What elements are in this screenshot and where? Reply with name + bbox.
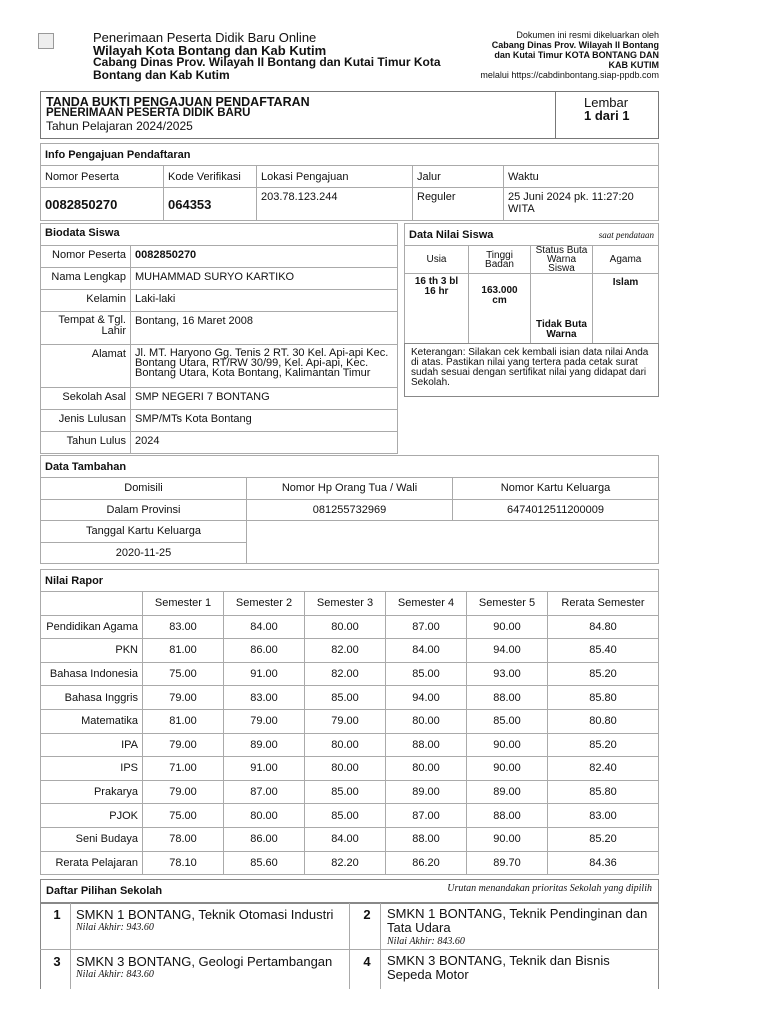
- pilihan-item: [76, 954, 346, 980]
- tambahan-header-kk: Nomor Kartu Keluarga: [453, 478, 659, 500]
- rapor-subject: PJOK: [41, 804, 143, 828]
- info-header: Jalur: [413, 166, 504, 188]
- keterangan-box: Keterangan: Silakan cek kembali isian data nilai Anda di atas. Pastikan nilai yang tertera pada cetak surat sudah sesuai dengan sertifikat nilai yang didapat dari Sekolah.: [404, 343, 659, 397]
- tambahan-tgl-kk: 2020-11-25: [41, 542, 247, 564]
- nilai-usia: 16 th 3 bl 16 hr: [405, 274, 469, 344]
- rapor-value: 82.00: [305, 662, 386, 686]
- document-subtitle: PENERIMAAN PESERTA DIDIK BARU: [46, 107, 251, 119]
- rapor-row: [41, 851, 659, 875]
- info-table: [40, 143, 659, 221]
- divider: [349, 903, 350, 989]
- data-nilai-note: saat pendataan: [593, 224, 659, 246]
- rapor-subject: Matematika: [41, 709, 143, 733]
- tambahan-header-tgl-kk: Tanggal Kartu Keluarga: [41, 521, 247, 543]
- header-right-line2: Cabang Dinas Prov. Wilayah II Bontang dan Kutai Timur KOTA BONTANG DAN KAB KUTIM: [491, 40, 659, 70]
- info-header: Nomor Peserta: [41, 166, 164, 188]
- pilihan-note: Urutan menandakan prioritas Sekolah yang dipilih: [447, 883, 652, 894]
- rapor-value: 88.00: [386, 827, 467, 851]
- rapor-value: 85.20: [548, 733, 659, 757]
- rapor-value: 90.00: [467, 757, 548, 781]
- data-nilai-table: [404, 223, 659, 344]
- rapor-value: 81.00: [143, 709, 224, 733]
- rapor-value: 81.00: [143, 639, 224, 663]
- rapor-subject: Bahasa Indonesia: [41, 662, 143, 686]
- rapor-row: [41, 686, 659, 710]
- rapor-value: 83.00: [143, 615, 224, 639]
- rapor-value: 88.00: [386, 733, 467, 757]
- rapor-value: 85.00: [467, 709, 548, 733]
- rapor-row: [41, 780, 659, 804]
- rapor-value: 84.00: [305, 827, 386, 851]
- rapor-header: Rerata Semester: [548, 592, 659, 616]
- pilihan-num: 4: [363, 954, 371, 969]
- rapor-title: Nilai Rapor: [41, 570, 659, 592]
- logo-image: [38, 33, 54, 49]
- rapor-row: [41, 709, 659, 733]
- rapor-value: 85.60: [224, 851, 305, 875]
- rapor-row: [41, 662, 659, 686]
- rapor-value: 90.00: [467, 615, 548, 639]
- header-line2: Wilayah Kota Bontang dan Kab Kutim: [93, 43, 327, 58]
- info-header: Kode Verifikasi: [164, 166, 257, 188]
- biodata-table: [40, 223, 398, 454]
- rapor-header-blank: [41, 592, 143, 616]
- rapor-value: 80.80: [548, 709, 659, 733]
- bio-value: 0082850270: [131, 246, 398, 268]
- rapor-value: 83.00: [548, 804, 659, 828]
- bio-label: Kelamin: [41, 290, 131, 312]
- nilai-rapor-table: [40, 569, 659, 875]
- rapor-value: 94.00: [467, 639, 548, 663]
- rapor-value: 85.00: [386, 662, 467, 686]
- sheet-value: 1 dari 1: [584, 108, 630, 123]
- divider: [40, 949, 659, 950]
- nilai-agama: Islam: [593, 274, 659, 344]
- rapor-value: 84.36: [548, 851, 659, 875]
- info-nomor-peserta: 0082850270: [41, 188, 164, 221]
- bio-label: Sekolah Asal: [41, 388, 131, 410]
- rapor-value: 80.00: [305, 757, 386, 781]
- info-header: Waktu: [504, 166, 659, 188]
- rapor-subject: PKN: [41, 639, 143, 663]
- rapor-value: 82.00: [305, 639, 386, 663]
- tambahan-hp: 081255732969: [247, 499, 453, 521]
- rapor-row: [41, 757, 659, 781]
- rapor-value: 75.00: [143, 804, 224, 828]
- biodata-title: Biodata Siswa: [41, 224, 398, 246]
- bio-value: Bontang, 16 Maret 2008: [131, 312, 398, 345]
- bio-value: MUHAMMAD SURYO KARTIKO: [131, 268, 398, 290]
- rapor-value: 84.00: [386, 639, 467, 663]
- rapor-value: 87.00: [386, 615, 467, 639]
- header-right: [479, 30, 659, 80]
- rapor-subject: Seni Budaya: [41, 827, 143, 851]
- tambahan-header-hp: Nomor Hp Orang Tua / Wali: [247, 478, 453, 500]
- rapor-value: 88.00: [467, 804, 548, 828]
- rapor-header: Semester 2: [224, 592, 305, 616]
- data-nilai-title: Data Nilai Siswa: [405, 224, 593, 246]
- rapor-value: 75.00: [143, 662, 224, 686]
- rapor-value: 79.00: [305, 709, 386, 733]
- rapor-value: 80.00: [224, 804, 305, 828]
- header-right-line3: melalui https://cabdinbontang.siap-ppdb.com: [480, 70, 659, 80]
- rapor-value: 79.00: [143, 733, 224, 757]
- rapor-row: [41, 827, 659, 851]
- pilihan-num: 1: [53, 907, 61, 922]
- rapor-value: 78.10: [143, 851, 224, 875]
- rapor-value: 93.00: [467, 662, 548, 686]
- rapor-value: 85.20: [548, 662, 659, 686]
- rapor-value: 85.20: [548, 827, 659, 851]
- tambahan-empty: [247, 521, 659, 564]
- rapor-value: 85.40: [548, 639, 659, 663]
- sheet-label: Lembar: [584, 95, 629, 110]
- tambahan-domisili: Dalam Provinsi: [41, 499, 247, 521]
- bio-label: Alamat: [41, 345, 131, 388]
- rapor-row: [41, 733, 659, 757]
- pilihan-num: 2: [363, 907, 371, 922]
- info-lokasi: 203.78.123.244: [257, 188, 413, 221]
- rapor-value: 79.00: [143, 686, 224, 710]
- rapor-value: 89.00: [386, 780, 467, 804]
- rapor-value: 84.00: [224, 615, 305, 639]
- bio-value: Jl. MT. Haryono Gg. Tenis 2 RT. 30 Kel. Api-api Kec. Bontang Utara, RT/RW 30/99, Kel. Api-api, Kec. Bontang Utara, Kota Bontang, Kalimantan Timur: [131, 345, 398, 388]
- rapor-subject: Rerata Pelajaran: [41, 851, 143, 875]
- rapor-value: 86.00: [224, 827, 305, 851]
- rapor-value: 71.00: [143, 757, 224, 781]
- rapor-value: 91.00: [224, 757, 305, 781]
- rapor-value: 80.00: [386, 709, 467, 733]
- rapor-subject: IPS: [41, 757, 143, 781]
- bio-label: Nama Lengkap: [41, 268, 131, 290]
- bio-label: Jenis Lulusan: [41, 410, 131, 432]
- pilihan-nilai: Nilai Akhir: 943.60: [76, 922, 154, 933]
- header-right-line1: Dokumen ini resmi dikeluarkan oleh: [516, 30, 659, 40]
- tambahan-kk: 6474012511200009: [453, 499, 659, 521]
- rapor-value: 89.70: [467, 851, 548, 875]
- rapor-value: 80.00: [305, 733, 386, 757]
- bio-value: Laki-laki: [131, 290, 398, 312]
- rapor-row: [41, 639, 659, 663]
- pilihan-item: [387, 907, 657, 949]
- header-line1: Penerimaan Peserta Didik Baru Online: [93, 30, 317, 45]
- title-divider: [555, 92, 556, 138]
- bio-label: Tempat & Tgl. Lahir: [41, 312, 131, 345]
- info-header: Lokasi Pengajuan: [257, 166, 413, 188]
- bio-label: Tahun Lulus: [41, 432, 131, 454]
- rapor-value: 85.00: [305, 804, 386, 828]
- rapor-value: 83.00: [224, 686, 305, 710]
- rapor-value: 87.00: [224, 780, 305, 804]
- rapor-value: 87.00: [386, 804, 467, 828]
- nilai-header-usia: Usia: [405, 246, 469, 274]
- rapor-value: 90.00: [467, 733, 548, 757]
- rapor-value: 85.80: [548, 780, 659, 804]
- rapor-value: 85.00: [305, 686, 386, 710]
- rapor-value: 82.20: [305, 851, 386, 875]
- rapor-subject: Bahasa Inggris: [41, 686, 143, 710]
- rapor-value: 94.00: [386, 686, 467, 710]
- rapor-subject: Pendidikan Agama: [41, 615, 143, 639]
- nilai-header-agama: Agama: [593, 246, 659, 274]
- rapor-value: 89.00: [467, 780, 548, 804]
- nilai-header-tinggi: Tinggi Badan: [469, 246, 531, 274]
- rapor-value: 85.80: [548, 686, 659, 710]
- rapor-header: Semester 5: [467, 592, 548, 616]
- info-kode-verifikasi: 064353: [164, 188, 257, 221]
- data-tambahan-table: [40, 455, 659, 564]
- tambahan-header-domisili: Domisili: [41, 478, 247, 500]
- rapor-value: 79.00: [143, 780, 224, 804]
- info-title: Info Pengajuan Pendaftaran: [41, 144, 659, 166]
- rapor-value: 86.20: [386, 851, 467, 875]
- nilai-tinggi: 163.000 cm: [469, 274, 531, 344]
- header-line3: Cabang Dinas Prov. Wilayah II Bontang dan Kutai Timur Kota Bontang dan Kab Kutim: [93, 55, 441, 82]
- rapor-value: 80.00: [386, 757, 467, 781]
- rapor-row: [41, 615, 659, 639]
- pilihan-item: [76, 907, 346, 933]
- info-jalur: Reguler: [413, 188, 504, 221]
- pilihan-name: SMKN 3 BONTANG, Geologi Pertambangan: [76, 954, 333, 969]
- rapor-value: 80.00: [305, 615, 386, 639]
- rapor-header: Semester 1: [143, 592, 224, 616]
- rapor-subject: Prakarya: [41, 780, 143, 804]
- tambahan-title: Data Tambahan: [41, 456, 659, 478]
- rapor-subject: IPA: [41, 733, 143, 757]
- pilihan-name: SMKN 1 BONTANG, Teknik Otomasi Industri: [76, 907, 334, 922]
- bio-label: Nomor Peserta: [41, 246, 131, 268]
- pilihan-num: 3: [53, 954, 61, 969]
- rapor-value: 88.00: [467, 686, 548, 710]
- info-waktu: 25 Juni 2024 pk. 11:27:20 WITA: [504, 188, 659, 221]
- pilihan-nilai: Nilai Akhir: 843.60: [76, 969, 154, 980]
- nilai-buta-warna: Tidak Buta Warna: [531, 274, 593, 344]
- rapor-header: Semester 3: [305, 592, 386, 616]
- rapor-value: 91.00: [224, 662, 305, 686]
- bio-value: SMP NEGERI 7 BONTANG: [131, 388, 398, 410]
- nilai-header-buta-warna: Status Buta Warna Siswa: [531, 246, 593, 274]
- rapor-header: Semester 4: [386, 592, 467, 616]
- pilihan-name: SMKN 1 BONTANG, Teknik Pendinginan dan Tata Udara: [387, 906, 648, 935]
- rapor-value: 85.00: [305, 780, 386, 804]
- bio-value: SMP/MTs Kota Bontang: [131, 410, 398, 432]
- rapor-value: 90.00: [467, 827, 548, 851]
- rapor-row: [41, 804, 659, 828]
- pilihan-nilai: Nilai Akhir: 843.60: [387, 936, 465, 947]
- rapor-value: 86.00: [224, 639, 305, 663]
- rapor-value: 89.00: [224, 733, 305, 757]
- rapor-value: 78.00: [143, 827, 224, 851]
- bio-value: 2024: [131, 432, 398, 454]
- pilihan-item: [387, 954, 657, 982]
- document-title: TANDA BUKTI PENGAJUAN PENDAFTARAN: [46, 95, 310, 109]
- pilihan-title: Daftar Pilihan Sekolah: [46, 885, 163, 897]
- pilihan-name: SMKN 3 BONTANG, Teknik dan Bisnis Sepeda Motor: [387, 953, 610, 982]
- rapor-value: 82.40: [548, 757, 659, 781]
- rapor-value: 79.00: [224, 709, 305, 733]
- rapor-value: 84.80: [548, 615, 659, 639]
- academic-year: Tahun Pelajaran 2024/2025: [46, 119, 193, 133]
